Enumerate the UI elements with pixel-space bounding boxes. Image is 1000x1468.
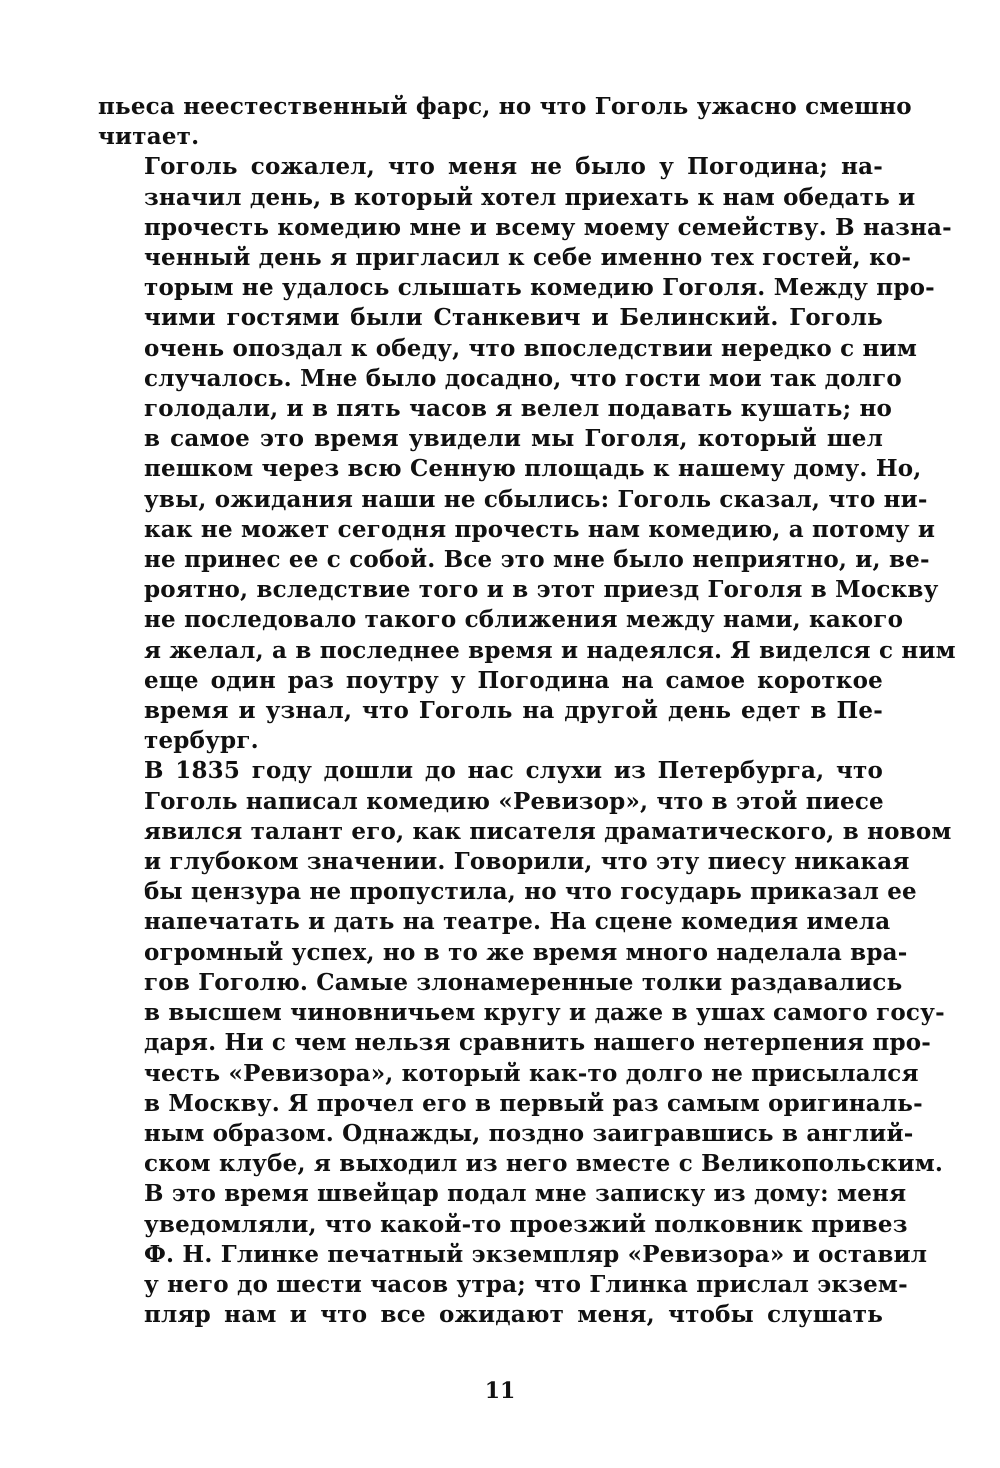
text-line: как не может сегодня прочесть нам комедию, а потому и xyxy=(144,515,936,543)
text-line: уведомляли, что какой-то проезжий полковник привез xyxy=(144,1210,908,1238)
text-line: не принес ее с собой. Все это мне было неприятно, и, ве- xyxy=(144,546,930,574)
text-line: пешком через всю Сенную площадь к нашему дому. Но, xyxy=(144,455,922,483)
text-line: торым не удалось слышать комедию Гоголя. Между про- xyxy=(144,274,935,302)
text-line: случалось. Мне было досадно, что гости мои так долго xyxy=(144,364,902,392)
paragraph xyxy=(98,756,952,1330)
text-line: голодали, и в пять часов я велел подавать кушать; но xyxy=(144,395,893,423)
paragraph xyxy=(98,152,956,756)
page-number: 11 xyxy=(484,1378,516,1404)
text-line: напечатать и дать на театре. На сцене комедия имела xyxy=(144,908,891,936)
text-line: время и узнал, что Гоголь на другой день едет в Пе- xyxy=(144,697,883,725)
text-line: гов Гоголю. Самые злонамеренные толки раздавались xyxy=(144,968,903,996)
page-body xyxy=(98,92,956,1330)
text-line: и глубоком значении. Говорили, что эту пиесу никакая xyxy=(144,848,910,876)
text-line: читает. xyxy=(98,123,200,151)
text-line: ным образом. Однажды, поздно заигравшись в англий- xyxy=(144,1119,914,1147)
text-line: в самое это время увидели мы Гоголя, который шел xyxy=(144,425,883,453)
text-line: Ф. Н. Глинке печатный экземпляр «Ревизора» и оставил xyxy=(144,1240,928,1268)
text-line: роятно, вследствие того и в этот приезд Гоголя в Москву xyxy=(144,576,939,604)
text-line: даря. Ни с чем нельзя сравнить нашего нетерпения про- xyxy=(144,1029,932,1057)
text-line: огромный успех, но в то же время много наделала вра- xyxy=(144,938,908,966)
text-line: чими гостями были Станкевич и Белинский. Гоголь xyxy=(144,304,883,332)
paragraph xyxy=(98,92,912,152)
text-line: В 1835 году дошли до нас слухи из Петербурга, что xyxy=(144,757,883,785)
text-line: увы, ожидания наши не сбылись: Гоголь сказал, что ни- xyxy=(144,485,928,513)
text-line: ском клубе, я выходил из него вместе с Великопольским. xyxy=(144,1150,944,1178)
text-line: пьеса неестественный фарс, но что Гоголь ужасно смешно xyxy=(98,93,912,120)
text-line: явился талант его, как писателя драматического, в новом xyxy=(144,817,952,845)
text-line: Гоголь написал комедию «Ревизор», что в этой пиесе xyxy=(144,787,884,815)
text-line: значил день, в который хотел приехать к нам обедать и xyxy=(144,183,916,211)
text-line: ченный день я пригласил к себе именно тех гостей, ко- xyxy=(144,244,912,272)
text-line: прочесть комедию мне и всему моему семейству. В назна- xyxy=(144,213,952,241)
text-line: тербург. xyxy=(144,727,259,755)
text-line: не последовало такого сближения между нами, какого xyxy=(144,606,904,634)
text-line: бы цензура не пропустила, но что государь приказал ее xyxy=(144,878,917,906)
text-line: у него до шести часов утра; что Глинка прислал экзем- xyxy=(144,1270,908,1298)
text-line: В это время швейцар подал мне записку из дому: меня xyxy=(144,1180,907,1208)
text-line: честь «Ревизора», который как-то долго не присылался xyxy=(144,1059,919,1087)
text-line: очень опоздал к обеду, что впоследствии нередко с ним xyxy=(144,334,918,362)
text-line: в Москву. Я прочел его в первый раз самым оригиналь- xyxy=(144,1089,923,1117)
text-line: еще один раз поутру у Погодина на самое короткое xyxy=(144,666,883,694)
text-line: я желал, а в последнее время и надеялся. Я виделся с ним xyxy=(144,636,956,664)
text-line: пляр нам и что все ожидают меня, чтобы слушать xyxy=(144,1301,883,1329)
text-line: Гоголь сожалел, что меня не было у Погодина; на- xyxy=(144,153,883,181)
text-line: в высшем чиновничьем кругу и даже в ушах самого госу- xyxy=(144,999,945,1027)
